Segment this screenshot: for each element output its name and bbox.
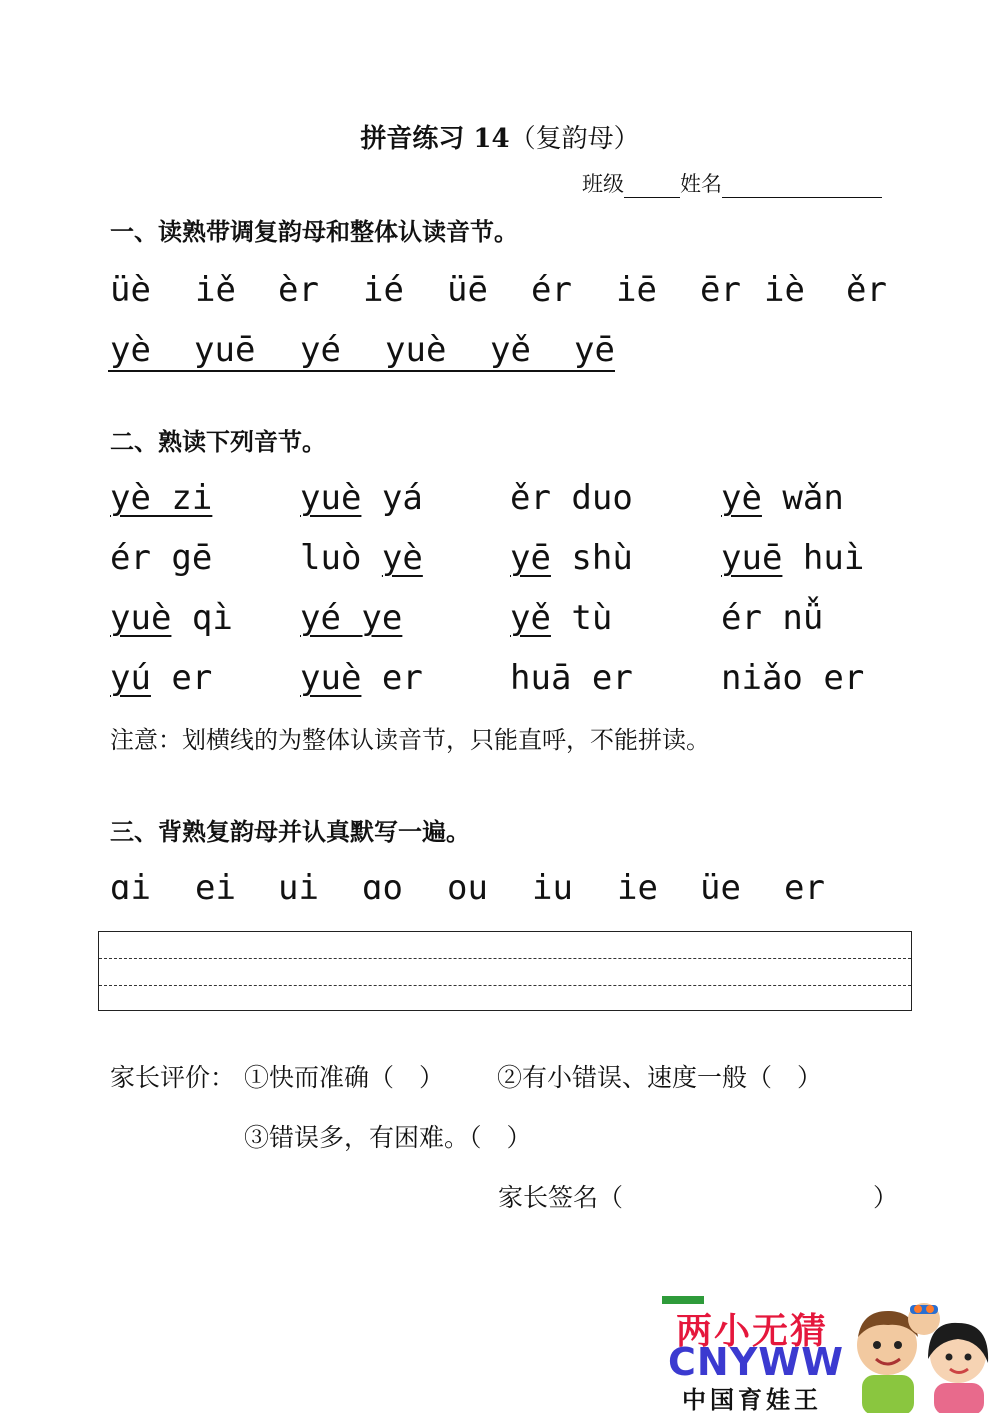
syllable: yuē <box>194 330 256 370</box>
final: ei <box>195 868 236 908</box>
row2-underline <box>108 370 615 372</box>
word-cell: yuē huì <box>721 538 865 578</box>
section3-heading: 三、背熟复韵母并认真默写一遍。 <box>110 817 470 846</box>
logo-text-en: CNYWW <box>668 1340 845 1384</box>
final: ou <box>447 868 488 908</box>
syllable: üē <box>447 270 488 310</box>
class-blank[interactable] <box>624 175 680 198</box>
section2-note: 注意：划横线的为整体认读音节，只能直呼，不能拼读。 <box>110 726 710 754</box>
word-cell: luò yè <box>300 538 423 578</box>
title-main: 拼音练习 14 <box>360 124 510 154</box>
parent-option-3[interactable]: ③错误多，有困难。（ ） <box>244 1123 532 1152</box>
syllable: yě <box>490 330 531 370</box>
word-cell: huā er <box>510 658 633 698</box>
syllable: ēr <box>700 270 741 310</box>
writing-box[interactable] <box>98 931 912 1011</box>
syllable: yuè <box>385 330 447 370</box>
parent-option-1[interactable]: ①快而准确（ ） <box>244 1063 445 1092</box>
syllable: èr <box>278 270 319 310</box>
final: ɑo <box>362 868 403 908</box>
section1-heading: 一、读熟带调复韵母和整体认读音节。 <box>110 217 518 246</box>
syllable: yē <box>574 330 615 370</box>
class-name-line <box>582 168 882 198</box>
parent-signature[interactable]: 家长签名（ ） <box>498 1183 899 1212</box>
name-blank[interactable] <box>722 175 882 198</box>
word-cell: yuè yá <box>300 478 423 518</box>
word-cell: yé ye <box>300 598 403 638</box>
final: er <box>784 868 825 908</box>
worksheet-title <box>0 118 1000 155</box>
word-cell: yē shù <box>510 538 633 578</box>
syllable: iě <box>195 270 236 310</box>
final: ui <box>278 868 319 908</box>
word-cell: ér gē <box>110 538 213 578</box>
word-cell: ěr duo <box>510 478 633 518</box>
word-cell: yè wǎn <box>721 478 844 518</box>
word-cell: niǎo er <box>721 658 865 698</box>
syllable: yè <box>110 330 151 370</box>
final: üe <box>700 868 741 908</box>
final: iu <box>532 868 573 908</box>
syllable: yé <box>300 330 341 370</box>
word-cell: yě tù <box>510 598 613 638</box>
syllable: ié <box>363 270 404 310</box>
title-sub: （复韵母） <box>509 124 640 154</box>
syllable: üè <box>110 270 151 310</box>
word-cell: yuè qì <box>110 598 233 638</box>
syllable: iē <box>616 270 657 310</box>
logo-text-cn: 两小无猜 <box>676 1311 829 1352</box>
parent-eval-label: 家长评价： <box>110 1063 236 1092</box>
syllable: ér <box>531 270 572 310</box>
word-cell: yè zi <box>110 478 213 518</box>
name-label: 姓名 <box>680 172 722 196</box>
final: ie <box>617 868 658 908</box>
parent-option-2[interactable]: ②有小错误、速度一般（ ） <box>497 1063 823 1092</box>
syllable: iè <box>764 270 805 310</box>
writing-guide-line <box>99 958 911 959</box>
word-cell: ér nǚ <box>721 598 824 638</box>
logo-text-sub: 中国育娃王 <box>682 1386 822 1414</box>
class-label: 班级 <box>582 172 624 196</box>
syllable: ěr <box>846 270 887 310</box>
section2-heading: 二、熟读下列音节。 <box>110 427 326 456</box>
final: ɑi <box>110 868 151 908</box>
word-cell: yú er <box>110 658 213 698</box>
writing-guide-line <box>99 985 911 986</box>
word-cell: yuè er <box>300 658 423 698</box>
